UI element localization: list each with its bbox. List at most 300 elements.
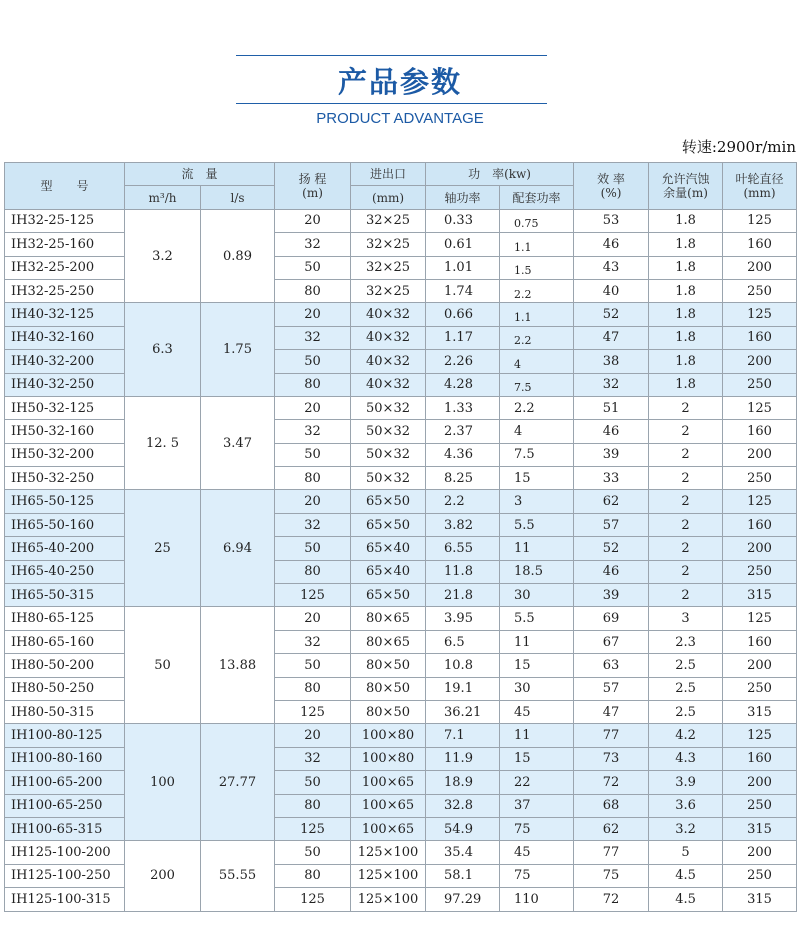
- shaft-power-cell: 7.1: [426, 724, 500, 747]
- efficiency-cell: 77: [574, 724, 649, 747]
- model-cell: IH125-100-250: [5, 864, 125, 887]
- efficiency-cell: 57: [574, 677, 649, 700]
- shaft-power-cell: 1.01: [426, 256, 500, 279]
- table-row: [5, 256, 797, 279]
- table-row: [5, 607, 797, 630]
- table-row: [5, 817, 797, 840]
- table-row: [5, 677, 797, 700]
- efficiency-cell: 67: [574, 630, 649, 653]
- head-cell: 125: [275, 700, 351, 723]
- shaft-power-cell: 0.66: [426, 303, 500, 326]
- title-top-rule: [236, 55, 547, 56]
- header-matched-power: 配套功率: [500, 186, 574, 209]
- impeller-cell: 125: [723, 303, 797, 326]
- port-cell: 32×25: [351, 279, 426, 302]
- table-row: [5, 513, 797, 536]
- impeller-cell: 125: [723, 209, 797, 232]
- efficiency-cell: 51: [574, 396, 649, 419]
- matched-power-cell: 5.5: [500, 607, 574, 630]
- shaft-power-cell: 35.4: [426, 841, 500, 864]
- model-cell: IH40-32-125: [5, 303, 125, 326]
- head-cell: 80: [275, 373, 351, 396]
- table-row: [5, 747, 797, 770]
- port-cell: 40×32: [351, 326, 426, 349]
- table-body: [5, 209, 797, 911]
- npsh-cell: 3: [649, 607, 723, 630]
- table-row: [5, 303, 797, 326]
- head-cell: 50: [275, 654, 351, 677]
- model-cell: IH32-25-160: [5, 233, 125, 256]
- npsh-cell: 1.8: [649, 350, 723, 373]
- head-cell: 20: [275, 724, 351, 747]
- table-row: [5, 537, 797, 560]
- shaft-power-cell: 2.37: [426, 420, 500, 443]
- matched-power-cell: 5.5: [500, 513, 574, 536]
- efficiency-cell: 43: [574, 256, 649, 279]
- port-cell: 40×32: [351, 350, 426, 373]
- port-cell: 125×100: [351, 864, 426, 887]
- flow-ls-cell: 0.89: [201, 209, 275, 303]
- impeller-cell: 250: [723, 373, 797, 396]
- efficiency-cell: 39: [574, 443, 649, 466]
- table-row: [5, 396, 797, 419]
- head-cell: 50: [275, 256, 351, 279]
- port-cell: 100×65: [351, 817, 426, 840]
- shaft-power-cell: 97.29: [426, 888, 500, 911]
- page-title: 产品参数: [337, 65, 462, 99]
- flow-m3h-cell: 6.3: [125, 303, 201, 397]
- efficiency-cell: 68: [574, 794, 649, 817]
- impeller-cell: 250: [723, 560, 797, 583]
- head-cell: 50: [275, 841, 351, 864]
- head-cell: 32: [275, 747, 351, 770]
- port-cell: 80×50: [351, 677, 426, 700]
- flow-m3h-cell: 200: [125, 841, 201, 911]
- npsh-cell: 5: [649, 841, 723, 864]
- impeller-cell: 250: [723, 794, 797, 817]
- header-port: 进出口: [351, 163, 426, 186]
- flow-ls-cell: 6.94: [201, 490, 275, 607]
- rotation-speed: 转速:2900r/min: [681, 138, 796, 156]
- matched-power-cell: 18.5: [500, 560, 574, 583]
- efficiency-cell: 77: [574, 841, 649, 864]
- npsh-cell: 1.8: [649, 279, 723, 302]
- head-cell: 125: [275, 817, 351, 840]
- port-cell: 50×32: [351, 467, 426, 490]
- model-cell: IH32-25-250: [5, 279, 125, 302]
- matched-power-cell: 15: [500, 654, 574, 677]
- model-cell: IH100-80-125: [5, 724, 125, 747]
- efficiency-cell: 72: [574, 771, 649, 794]
- matched-power-cell: 22: [500, 771, 574, 794]
- head-cell: 32: [275, 420, 351, 443]
- impeller-cell: 250: [723, 279, 797, 302]
- efficiency-cell: 62: [574, 817, 649, 840]
- model-cell: IH80-50-200: [5, 654, 125, 677]
- shaft-power-cell: 11.8: [426, 560, 500, 583]
- shaft-power-cell: 1.74: [426, 279, 500, 302]
- table-row: [5, 490, 797, 513]
- head-cell: 20: [275, 490, 351, 513]
- header-flow: 流 量: [125, 163, 275, 186]
- port-cell: 65×50: [351, 584, 426, 607]
- table-row: [5, 700, 797, 723]
- model-cell: IH32-25-200: [5, 256, 125, 279]
- table-row: [5, 467, 797, 490]
- table-row: [5, 420, 797, 443]
- efficiency-cell: 69: [574, 607, 649, 630]
- model-cell: IH80-50-250: [5, 677, 125, 700]
- model-cell: IH65-50-160: [5, 513, 125, 536]
- model-cell: IH65-50-125: [5, 490, 125, 513]
- npsh-cell: 2.5: [649, 700, 723, 723]
- model-cell: IH100-65-250: [5, 794, 125, 817]
- npsh-cell: 3.9: [649, 771, 723, 794]
- matched-power-cell: 7.5: [500, 373, 574, 396]
- efficiency-cell: 73: [574, 747, 649, 770]
- impeller-cell: 200: [723, 841, 797, 864]
- pump-spec-table: [4, 162, 797, 912]
- matched-power-cell: 3: [500, 490, 574, 513]
- port-cell: 100×65: [351, 794, 426, 817]
- model-cell: IH80-65-160: [5, 630, 125, 653]
- head-cell: 32: [275, 326, 351, 349]
- port-cell: 65×50: [351, 513, 426, 536]
- efficiency-cell: 53: [574, 209, 649, 232]
- port-cell: 40×32: [351, 373, 426, 396]
- header-port-unit: (mm): [351, 186, 426, 209]
- model-cell: IH40-32-160: [5, 326, 125, 349]
- head-cell: 20: [275, 303, 351, 326]
- flow-m3h-cell: 3.2: [125, 209, 201, 303]
- port-cell: 65×50: [351, 490, 426, 513]
- npsh-cell: 1.8: [649, 373, 723, 396]
- shaft-power-cell: 54.9: [426, 817, 500, 840]
- port-cell: 100×80: [351, 724, 426, 747]
- npsh-cell: 3.2: [649, 817, 723, 840]
- efficiency-cell: 33: [574, 467, 649, 490]
- efficiency-cell: 72: [574, 888, 649, 911]
- matched-power-cell: 75: [500, 817, 574, 840]
- model-cell: IH125-100-200: [5, 841, 125, 864]
- efficiency-cell: 32: [574, 373, 649, 396]
- impeller-cell: 200: [723, 771, 797, 794]
- shaft-power-cell: 19.1: [426, 677, 500, 700]
- matched-power-cell: 2.2: [500, 279, 574, 302]
- efficiency-cell: 47: [574, 326, 649, 349]
- port-cell: 65×40: [351, 560, 426, 583]
- port-cell: 100×65: [351, 771, 426, 794]
- shaft-power-cell: 4.36: [426, 443, 500, 466]
- head-cell: 80: [275, 864, 351, 887]
- table-row: [5, 888, 797, 911]
- flow-m3h-cell: 12. 5: [125, 396, 201, 490]
- head-cell: 20: [275, 607, 351, 630]
- head-cell: 50: [275, 537, 351, 560]
- npsh-cell: 4.5: [649, 864, 723, 887]
- impeller-cell: 160: [723, 420, 797, 443]
- model-cell: IH125-100-315: [5, 888, 125, 911]
- shaft-power-cell: 21.8: [426, 584, 500, 607]
- impeller-cell: 160: [723, 513, 797, 536]
- matched-power-cell: 11: [500, 724, 574, 747]
- matched-power-cell: 37: [500, 794, 574, 817]
- impeller-cell: 160: [723, 630, 797, 653]
- flow-ls-cell: 13.88: [201, 607, 275, 724]
- impeller-cell: 160: [723, 326, 797, 349]
- impeller-cell: 250: [723, 864, 797, 887]
- impeller-cell: 315: [723, 817, 797, 840]
- port-cell: 80×65: [351, 607, 426, 630]
- efficiency-cell: 46: [574, 420, 649, 443]
- model-cell: IH32-25-125: [5, 209, 125, 232]
- matched-power-cell: 30: [500, 584, 574, 607]
- model-cell: IH100-80-160: [5, 747, 125, 770]
- efficiency-cell: 62: [574, 490, 649, 513]
- shaft-power-cell: 2.26: [426, 350, 500, 373]
- npsh-cell: 2: [649, 490, 723, 513]
- model-cell: IH50-32-250: [5, 467, 125, 490]
- flow-m3h-cell: 100: [125, 724, 201, 841]
- header-model: 型 号: [5, 163, 125, 210]
- model-cell: IH50-32-200: [5, 443, 125, 466]
- head-cell: 32: [275, 513, 351, 536]
- page-subtitle: PRODUCT ADVANTAGE: [316, 110, 484, 127]
- efficiency-cell: 39: [574, 584, 649, 607]
- shaft-power-cell: 36.21: [426, 700, 500, 723]
- matched-power-cell: 15: [500, 467, 574, 490]
- matched-power-cell: 75: [500, 864, 574, 887]
- port-cell: 50×32: [351, 443, 426, 466]
- efficiency-cell: 46: [574, 560, 649, 583]
- model-cell: IH100-65-200: [5, 771, 125, 794]
- header-npsh: 允许汽蚀 余量(m): [649, 163, 723, 210]
- model-cell: IH80-65-125: [5, 607, 125, 630]
- npsh-cell: 2.5: [649, 677, 723, 700]
- npsh-cell: 1.8: [649, 209, 723, 232]
- table-row: [5, 560, 797, 583]
- npsh-cell: 4.2: [649, 724, 723, 747]
- matched-power-cell: 4: [500, 350, 574, 373]
- matched-power-cell: 11: [500, 630, 574, 653]
- matched-power-cell: 30: [500, 677, 574, 700]
- header-power: 功 率(kw): [426, 163, 574, 186]
- head-cell: 80: [275, 677, 351, 700]
- impeller-cell: 160: [723, 747, 797, 770]
- impeller-cell: 200: [723, 537, 797, 560]
- model-cell: IH50-32-160: [5, 420, 125, 443]
- efficiency-cell: 40: [574, 279, 649, 302]
- impeller-cell: 200: [723, 654, 797, 677]
- npsh-cell: 2: [649, 420, 723, 443]
- head-cell: 80: [275, 279, 351, 302]
- npsh-cell: 3.6: [649, 794, 723, 817]
- shaft-power-cell: 4.28: [426, 373, 500, 396]
- impeller-cell: 200: [723, 443, 797, 466]
- head-cell: 80: [275, 467, 351, 490]
- matched-power-cell: 15: [500, 747, 574, 770]
- header-shaft-power: 轴功率: [426, 186, 500, 209]
- npsh-cell: 2: [649, 443, 723, 466]
- impeller-cell: 125: [723, 607, 797, 630]
- shaft-power-cell: 0.33: [426, 209, 500, 232]
- npsh-cell: 2.3: [649, 630, 723, 653]
- shaft-power-cell: 11.9: [426, 747, 500, 770]
- port-cell: 80×65: [351, 630, 426, 653]
- port-cell: 125×100: [351, 841, 426, 864]
- port-cell: 50×32: [351, 396, 426, 419]
- model-cell: IH50-32-125: [5, 396, 125, 419]
- efficiency-cell: 52: [574, 537, 649, 560]
- model-cell: IH100-65-315: [5, 817, 125, 840]
- impeller-cell: 200: [723, 350, 797, 373]
- efficiency-cell: 75: [574, 864, 649, 887]
- npsh-cell: 2: [649, 467, 723, 490]
- port-cell: 50×32: [351, 420, 426, 443]
- shaft-power-cell: 8.25: [426, 467, 500, 490]
- port-cell: 100×80: [351, 747, 426, 770]
- port-cell: 80×50: [351, 700, 426, 723]
- header-flow-m3h: m³/h: [125, 186, 201, 209]
- matched-power-cell: 4: [500, 420, 574, 443]
- table-row: [5, 864, 797, 887]
- impeller-cell: 250: [723, 467, 797, 490]
- efficiency-cell: 63: [574, 654, 649, 677]
- model-cell: IH40-32-200: [5, 350, 125, 373]
- npsh-cell: 4.5: [649, 888, 723, 911]
- table-row: [5, 279, 797, 302]
- shaft-power-cell: 58.1: [426, 864, 500, 887]
- port-cell: 80×50: [351, 654, 426, 677]
- flow-m3h-cell: 50: [125, 607, 201, 724]
- npsh-cell: 1.8: [649, 256, 723, 279]
- shaft-power-cell: 3.82: [426, 513, 500, 536]
- port-cell: 32×25: [351, 209, 426, 232]
- shaft-power-cell: 32.8: [426, 794, 500, 817]
- impeller-cell: 125: [723, 724, 797, 747]
- table-row: [5, 584, 797, 607]
- npsh-cell: 1.8: [649, 326, 723, 349]
- shaft-power-cell: 3.95: [426, 607, 500, 630]
- impeller-cell: 125: [723, 490, 797, 513]
- shaft-power-cell: 6.55: [426, 537, 500, 560]
- npsh-cell: 2: [649, 513, 723, 536]
- matched-power-cell: 2.2: [500, 396, 574, 419]
- port-cell: 65×40: [351, 537, 426, 560]
- efficiency-cell: 57: [574, 513, 649, 536]
- impeller-cell: 315: [723, 584, 797, 607]
- npsh-cell: 2: [649, 560, 723, 583]
- impeller-cell: 250: [723, 677, 797, 700]
- impeller-cell: 160: [723, 233, 797, 256]
- efficiency-cell: 38: [574, 350, 649, 373]
- shaft-power-cell: 1.17: [426, 326, 500, 349]
- table-row: [5, 373, 797, 396]
- matched-power-cell: 11: [500, 537, 574, 560]
- table-row: [5, 326, 797, 349]
- head-cell: 20: [275, 209, 351, 232]
- shaft-power-cell: 10.8: [426, 654, 500, 677]
- table-row: [5, 209, 797, 232]
- flow-ls-cell: 27.77: [201, 724, 275, 841]
- efficiency-cell: 46: [574, 233, 649, 256]
- table-row: [5, 771, 797, 794]
- head-cell: 20: [275, 396, 351, 419]
- npsh-cell: 1.8: [649, 303, 723, 326]
- title-bottom-rule: [236, 103, 547, 104]
- matched-power-cell: 45: [500, 841, 574, 864]
- model-cell: IH40-32-250: [5, 373, 125, 396]
- flow-ls-cell: 55.55: [201, 841, 275, 911]
- matched-power-cell: 2.2: [500, 326, 574, 349]
- matched-power-cell: 1.5: [500, 256, 574, 279]
- shaft-power-cell: 2.2: [426, 490, 500, 513]
- matched-power-cell: 1.1: [500, 233, 574, 256]
- npsh-cell: 2: [649, 396, 723, 419]
- table-row: [5, 841, 797, 864]
- table-row: [5, 350, 797, 373]
- table-row: [5, 443, 797, 466]
- header-impeller: 叶轮直径 (mm): [723, 163, 797, 210]
- head-cell: 32: [275, 233, 351, 256]
- matched-power-cell: 110: [500, 888, 574, 911]
- table-row: [5, 233, 797, 256]
- impeller-cell: 315: [723, 700, 797, 723]
- npsh-cell: 2: [649, 537, 723, 560]
- head-cell: 125: [275, 888, 351, 911]
- matched-power-cell: 0.75: [500, 209, 574, 232]
- head-cell: 50: [275, 771, 351, 794]
- npsh-cell: 2.5: [649, 654, 723, 677]
- flow-m3h-cell: 25: [125, 490, 201, 607]
- table-row: [5, 794, 797, 817]
- head-cell: 80: [275, 794, 351, 817]
- shaft-power-cell: 1.33: [426, 396, 500, 419]
- flow-ls-cell: 3.47: [201, 396, 275, 490]
- matched-power-cell: 7.5: [500, 443, 574, 466]
- table-row: [5, 654, 797, 677]
- impeller-cell: 125: [723, 396, 797, 419]
- model-cell: IH65-40-200: [5, 537, 125, 560]
- head-cell: 32: [275, 630, 351, 653]
- efficiency-cell: 47: [574, 700, 649, 723]
- port-cell: 32×25: [351, 256, 426, 279]
- port-cell: 40×32: [351, 303, 426, 326]
- table-row: [5, 724, 797, 747]
- shaft-power-cell: 6.5: [426, 630, 500, 653]
- shaft-power-cell: 18.9: [426, 771, 500, 794]
- head-cell: 50: [275, 350, 351, 373]
- efficiency-cell: 52: [574, 303, 649, 326]
- model-cell: IH80-50-315: [5, 700, 125, 723]
- head-cell: 50: [275, 443, 351, 466]
- header-efficiency: 效 率 (%): [574, 163, 649, 210]
- model-cell: IH65-50-315: [5, 584, 125, 607]
- port-cell: 125×100: [351, 888, 426, 911]
- npsh-cell: 4.3: [649, 747, 723, 770]
- npsh-cell: 1.8: [649, 233, 723, 256]
- model-cell: IH65-40-250: [5, 560, 125, 583]
- table-row: [5, 630, 797, 653]
- shaft-power-cell: 0.61: [426, 233, 500, 256]
- impeller-cell: 200: [723, 256, 797, 279]
- port-cell: 32×25: [351, 233, 426, 256]
- head-cell: 80: [275, 560, 351, 583]
- matched-power-cell: 45: [500, 700, 574, 723]
- impeller-cell: 315: [723, 888, 797, 911]
- flow-ls-cell: 1.75: [201, 303, 275, 397]
- npsh-cell: 2: [649, 584, 723, 607]
